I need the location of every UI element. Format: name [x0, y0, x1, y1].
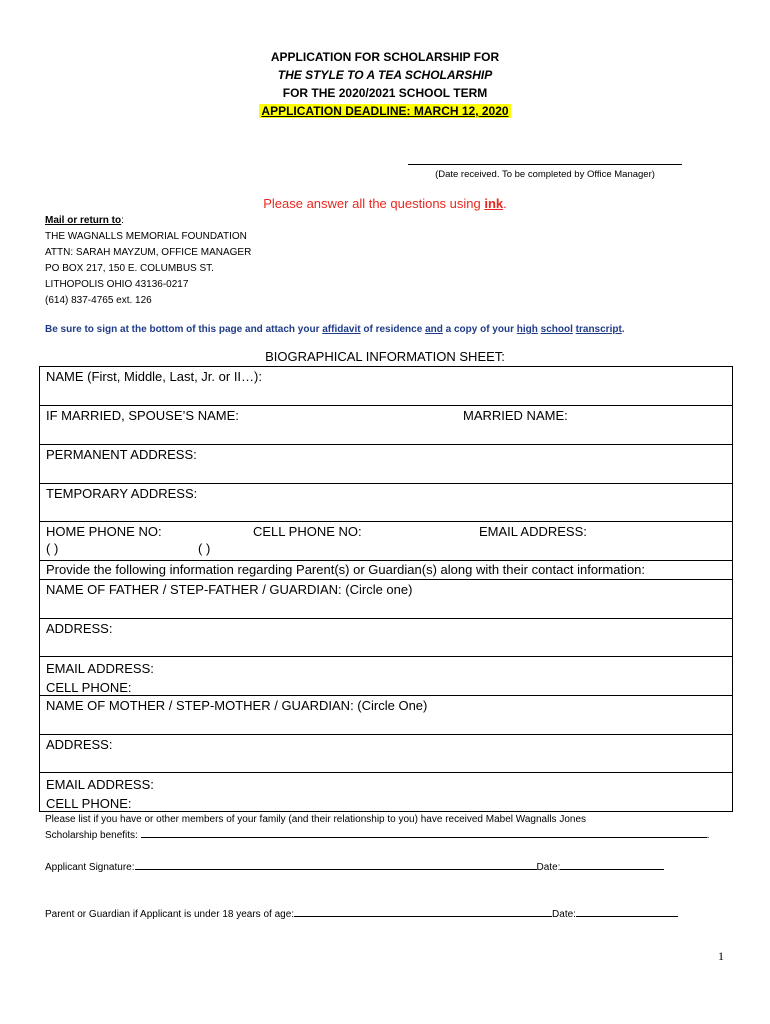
mother-contact-field[interactable] [40, 773, 732, 811]
parent-signature-line[interactable] [294, 907, 552, 917]
mail-line: PO BOX 217, 150 E. COLUMBUS ST. [45, 263, 214, 274]
family-benefits-question [45, 812, 735, 844]
parent-date-line[interactable] [576, 907, 678, 917]
temporary-address-field[interactable] [40, 484, 732, 522]
father-cell-label: CELL PHONE: [46, 680, 132, 695]
mailing-address [45, 213, 251, 309]
mother-name-field[interactable] [40, 696, 732, 735]
application-deadline: APPLICATION DEADLINE: MARCH 12, 2020 [261, 104, 509, 118]
applicant-date-line[interactable] [560, 860, 664, 870]
page-number: 1 [718, 949, 724, 963]
home-area-code: ( ) [46, 541, 59, 556]
instr-underlined: and [425, 324, 443, 335]
father-name-field[interactable] [40, 580, 732, 619]
name-field[interactable] [40, 367, 732, 406]
applicant-signature-label: Applicant Signature: [45, 862, 135, 873]
mail-line: ATTN: SARAH MAYZUM, OFFICE MANAGER [45, 247, 252, 258]
father-address-label: ADDRESS: [46, 621, 113, 636]
ink-instruction-text: Please answer all the questions using [263, 196, 485, 211]
ink-word: ink [484, 196, 504, 211]
father-address-field[interactable] [40, 619, 732, 657]
spouse-name-label: IF MARRIED, SPOUSE’S NAME: [46, 408, 239, 423]
family-benefits-end: . [706, 830, 710, 841]
instr-underlined: transcript [575, 324, 622, 335]
mother-address-field[interactable] [40, 735, 732, 773]
applicant-signature-line[interactable] [135, 860, 537, 870]
temporary-address-label: TEMPORARY ADDRESS: [46, 486, 198, 501]
spouse-row[interactable] [40, 406, 732, 445]
applicant-signature-row [45, 860, 664, 873]
instr-text: a copy of your [442, 324, 517, 335]
father-name-label: NAME OF FATHER / STEP-FATHER / GUARDIAN: (Circle one) [46, 582, 413, 597]
header-line-3: FOR THE 2020/2021 SCHOOL TERM [282, 86, 488, 100]
date-received-line[interactable] [408, 158, 682, 165]
mother-email-label: EMAIL ADDRESS: [46, 777, 154, 792]
mother-cell-label: CELL PHONE: [46, 796, 132, 811]
parent-date-label: Date: [552, 909, 576, 920]
document-header [0, 48, 770, 120]
instr-underlined: high [516, 324, 538, 335]
name-label: NAME (First, Middle, Last, Jr. or II…): [46, 369, 262, 384]
mail-label: Mail or return to [45, 215, 122, 226]
family-benefits-input-line[interactable] [141, 828, 707, 838]
ink-instruction [0, 196, 770, 211]
mail-label-colon: : [121, 215, 124, 226]
home-phone-label: HOME PHONE NO: [46, 524, 162, 539]
permanent-address-label: PERMANENT ADDRESS: [46, 447, 197, 462]
cell-area-code: ( ) [198, 541, 211, 556]
bio-section-title: BIOGRAPHICAL INFORMATION SHEET: [265, 349, 505, 364]
mail-line: LITHOPOLIS OHIO 43136-0217 [45, 279, 189, 290]
phone-email-row[interactable] [40, 522, 732, 561]
provide-info-text: Provide the following information regarding Parent(s) or Guardian(s) along with their contact information: [46, 562, 646, 577]
married-name-label: MARRIED NAME: [463, 408, 568, 423]
parent-signature-label: Parent or Guardian if Applicant is under 18 years of age: [45, 909, 295, 920]
parent-signature-row [45, 907, 678, 920]
header-line-1: APPLICATION FOR SCHOLARSHIP FOR [270, 50, 500, 64]
instr-text: of residence [360, 324, 426, 335]
attachment-instruction [45, 324, 625, 335]
date-received-note: (Date received. To be completed by Office Manager) [435, 169, 655, 180]
mail-line: THE WAGNALLS MEMORIAL FOUNDATION [45, 231, 247, 242]
header-scholarship-name: THE STYLE TO A TEA SCHOLARSHIP [277, 68, 493, 82]
father-email-label: EMAIL ADDRESS: [46, 661, 154, 676]
ink-instruction-end: . [503, 196, 507, 211]
instr-text: Be sure to sign at the bottom of this page and attach your [45, 324, 323, 335]
date-received-block [408, 158, 682, 180]
father-contact-field[interactable] [40, 657, 732, 696]
instr-text: . [621, 324, 625, 335]
email-label: EMAIL ADDRESS: [479, 524, 587, 539]
family-benefits-line-1: Please list if you have or other members of your family (and their relationship to you) have received Mabel Wagnalls Jones [45, 814, 587, 825]
applicant-date-label: Date: [536, 862, 561, 873]
permanent-address-field[interactable] [40, 445, 732, 484]
mother-address-label: ADDRESS: [46, 737, 113, 752]
mother-name-label: NAME OF MOTHER / STEP-MOTHER / GUARDIAN: (Circle One) [46, 698, 428, 713]
family-benefits-label: Scholarship benefits: [45, 830, 141, 841]
provide-info-row [40, 561, 732, 580]
mail-line: (614) 837-4765 ext. 126 [45, 295, 152, 306]
instr-underlined: affidavit [322, 324, 361, 335]
cell-phone-label: CELL PHONE NO: [253, 524, 362, 539]
biographical-form [39, 366, 733, 812]
instr-underlined: school [540, 324, 573, 335]
